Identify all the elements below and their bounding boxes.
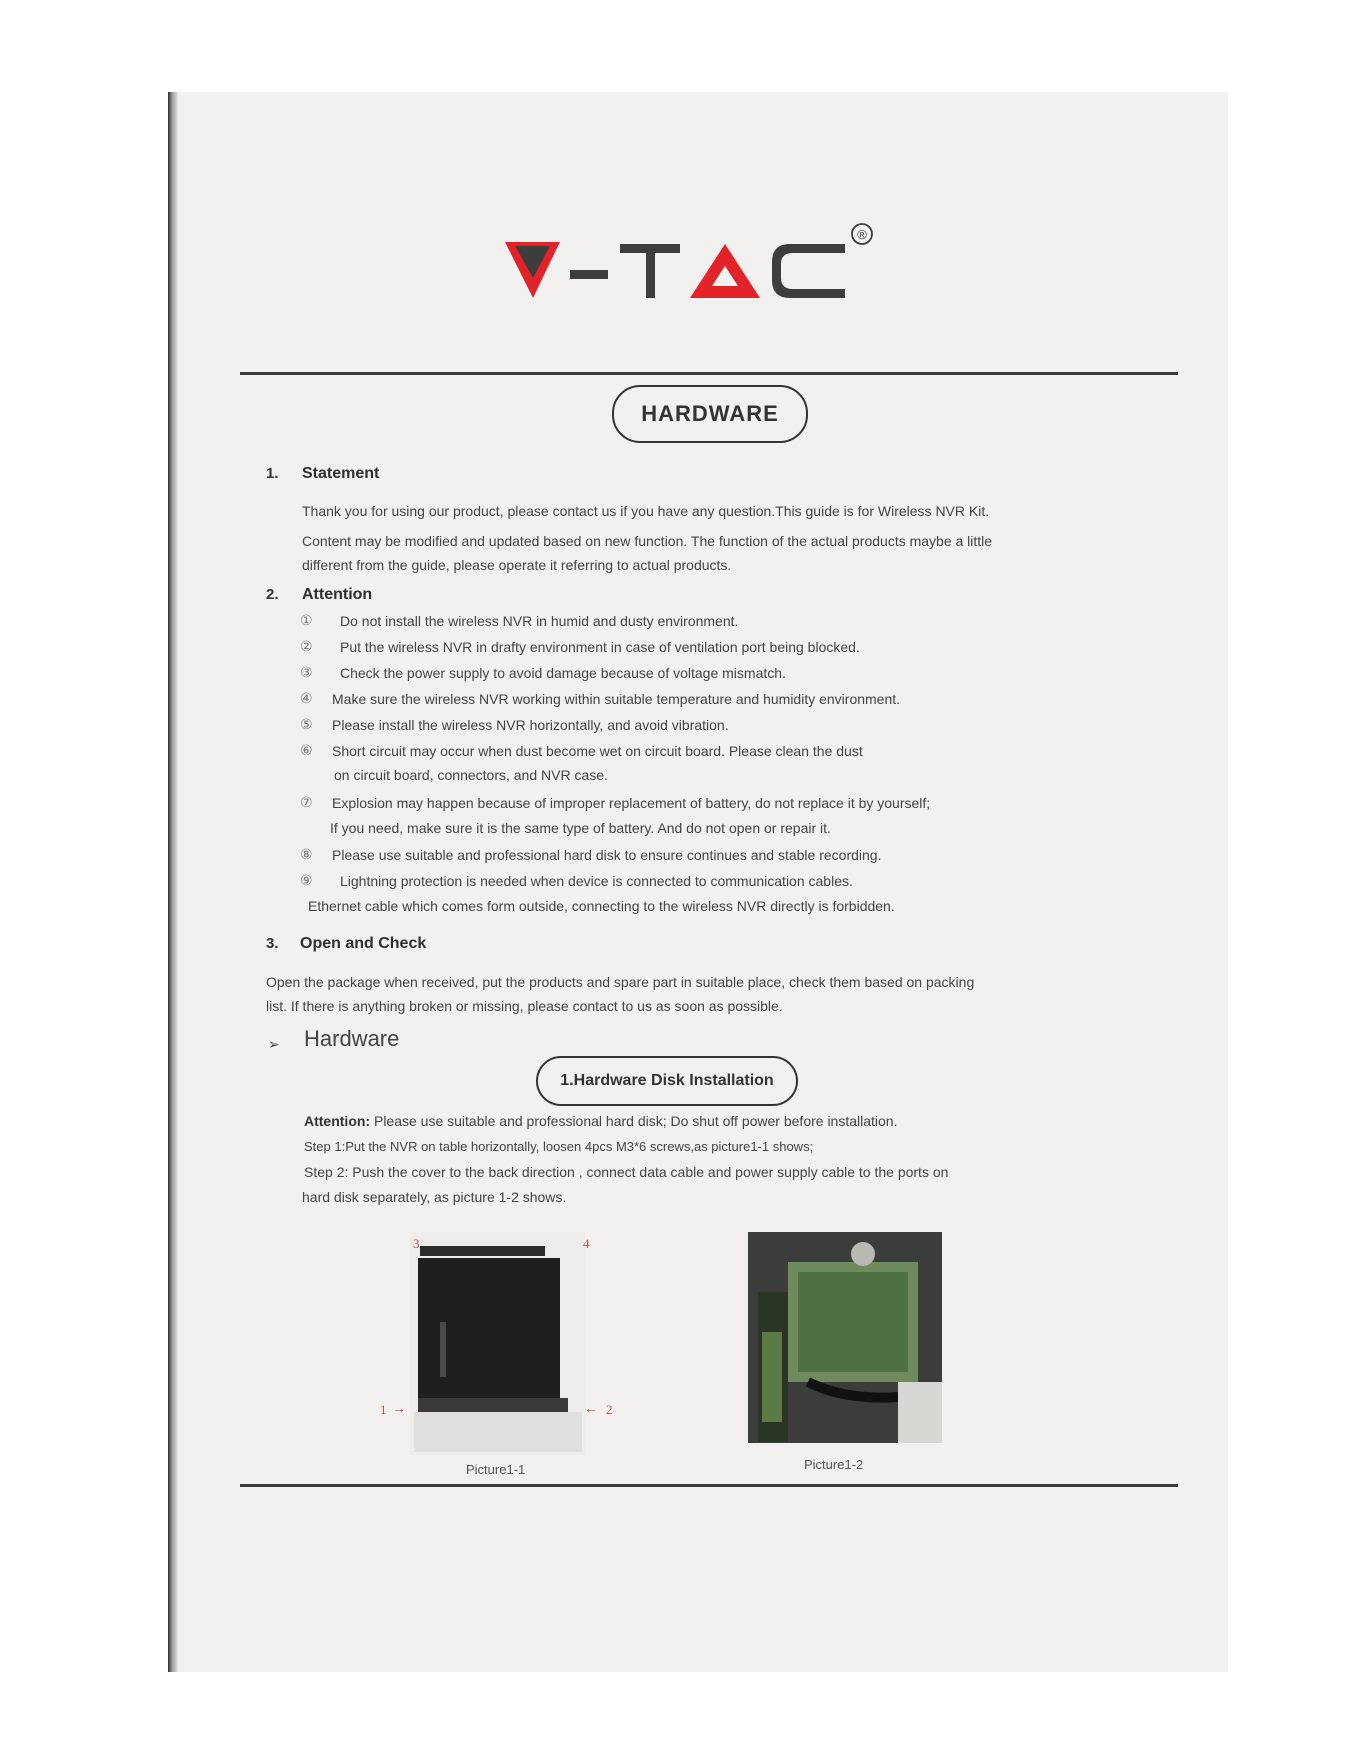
attention-line-8: Please use suitable and professional hard disk to ensure continues and stable recording. (332, 847, 882, 863)
step-2b: hard disk separately, as picture 1-2 shows. (302, 1189, 567, 1205)
attention-line-9: Lightning protection is needed when device is connected to communication cables. (340, 873, 853, 889)
hardware-attention-text: Please use suitable and professional hard disk; Do shut off power before installation. (370, 1113, 898, 1129)
statement-line-1: Thank you for using our product, please contact us if you have any question.This guide is for Wireless NVR Kit. (302, 503, 990, 519)
marker-8: ⑧ (300, 846, 313, 862)
attention-line-9b: Ethernet cable which comes form outside, connecting to the wireless NVR directly is forbidden. (308, 898, 895, 914)
statement-heading: Statement (302, 465, 380, 482)
attention-line-5: Please install the wireless NVR horizontally, and avoid vibration. (332, 717, 729, 733)
attention-line-7b: If you need, make sure it is the same type of battery. And do not open or repair it. (330, 820, 831, 836)
marker-4: ④ (300, 690, 313, 706)
picture-1-1-caption: Picture1-1 (466, 1462, 526, 1477)
picture1-label-1: 1 (380, 1402, 387, 1417)
statement-line-2: Content may be modified and updated based on new function. The function of the actual products maybe a little (302, 533, 993, 549)
attention-line-6: Short circuit may occur when dust become wet on circuit board. Please clean the dust (332, 743, 863, 759)
step-2: Step 2: Push the cover to the back direction , connect data cable and power supply cable to the ports on (304, 1164, 949, 1180)
registered-mark: ® (857, 227, 867, 242)
attention-line-1: Do not install the wireless NVR in humid and dusty environment. (340, 613, 739, 629)
open-check-line-1: Open the package when received, put the products and spare part in suitable place, check them based on packing (266, 974, 975, 990)
attention-heading: Attention (302, 586, 373, 603)
attention-number: 2. (266, 586, 279, 603)
marker-1: ① (300, 612, 313, 628)
marker-9: ⑨ (300, 872, 313, 888)
hardware-bullet-icon: ➢ (268, 1036, 280, 1052)
hardware-heading: Hardware (304, 1026, 400, 1051)
open-check-number: 3. (266, 935, 279, 952)
marker-2: ② (300, 638, 313, 654)
picture1-label-3: 3 (413, 1236, 420, 1251)
picture1-label-4: 4 (583, 1236, 590, 1251)
marker-6: ⑥ (300, 742, 313, 758)
statement-number: 1. (266, 465, 279, 482)
arrow-left-icon: ← (584, 1400, 598, 1416)
attention-line-6b: on circuit board, connectors, and NVR case. (334, 767, 608, 783)
step-1: Step 1:Put the NVR on table horizontally, loosen 4pcs M3*6 screws,as picture1-1 shows; (304, 1139, 814, 1154)
attention-line-2: Put the wireless NVR in drafty environment in case of ventilation port being blocked. (340, 639, 860, 655)
picture-1-2-caption: Picture1-2 (804, 1457, 864, 1472)
attention-line-4: Make sure the wireless NVR working within suitable temperature and humidity environment. (332, 691, 901, 707)
attention-line-7: Explosion may happen because of improper replacement of battery, do not replace it by yourself; (332, 795, 931, 811)
bottom-divider (240, 1484, 1178, 1487)
marker-3: ③ (300, 664, 313, 680)
open-check-line-2: list. If there is anything broken or missing, please contact to us as soon as possible. (266, 998, 783, 1014)
hardware-attention (304, 1113, 898, 1129)
arrow-right-icon: → (392, 1400, 406, 1416)
subsection-title: 1.Hardware Disk Installation (536, 1056, 798, 1106)
marker-7: ⑦ (300, 794, 313, 810)
picture-1-1 (410, 1232, 585, 1455)
vtac-logo (500, 220, 920, 310)
marker-5: ⑤ (300, 716, 313, 732)
top-divider (240, 372, 1178, 375)
open-check-heading: Open and Check (300, 935, 427, 952)
statement-line-3: different from the guide, please operate it referring to actual products. (302, 557, 732, 573)
page-binding-edge (168, 92, 178, 1672)
picture-1-2 (748, 1232, 942, 1443)
attention-line-3: Check the power supply to avoid damage because of voltage mismatch. (340, 665, 786, 681)
section-title: HARDWARE (612, 385, 808, 443)
hardware-attention-label: Attention: (304, 1113, 371, 1129)
picture1-label-2: 2 (606, 1402, 613, 1417)
